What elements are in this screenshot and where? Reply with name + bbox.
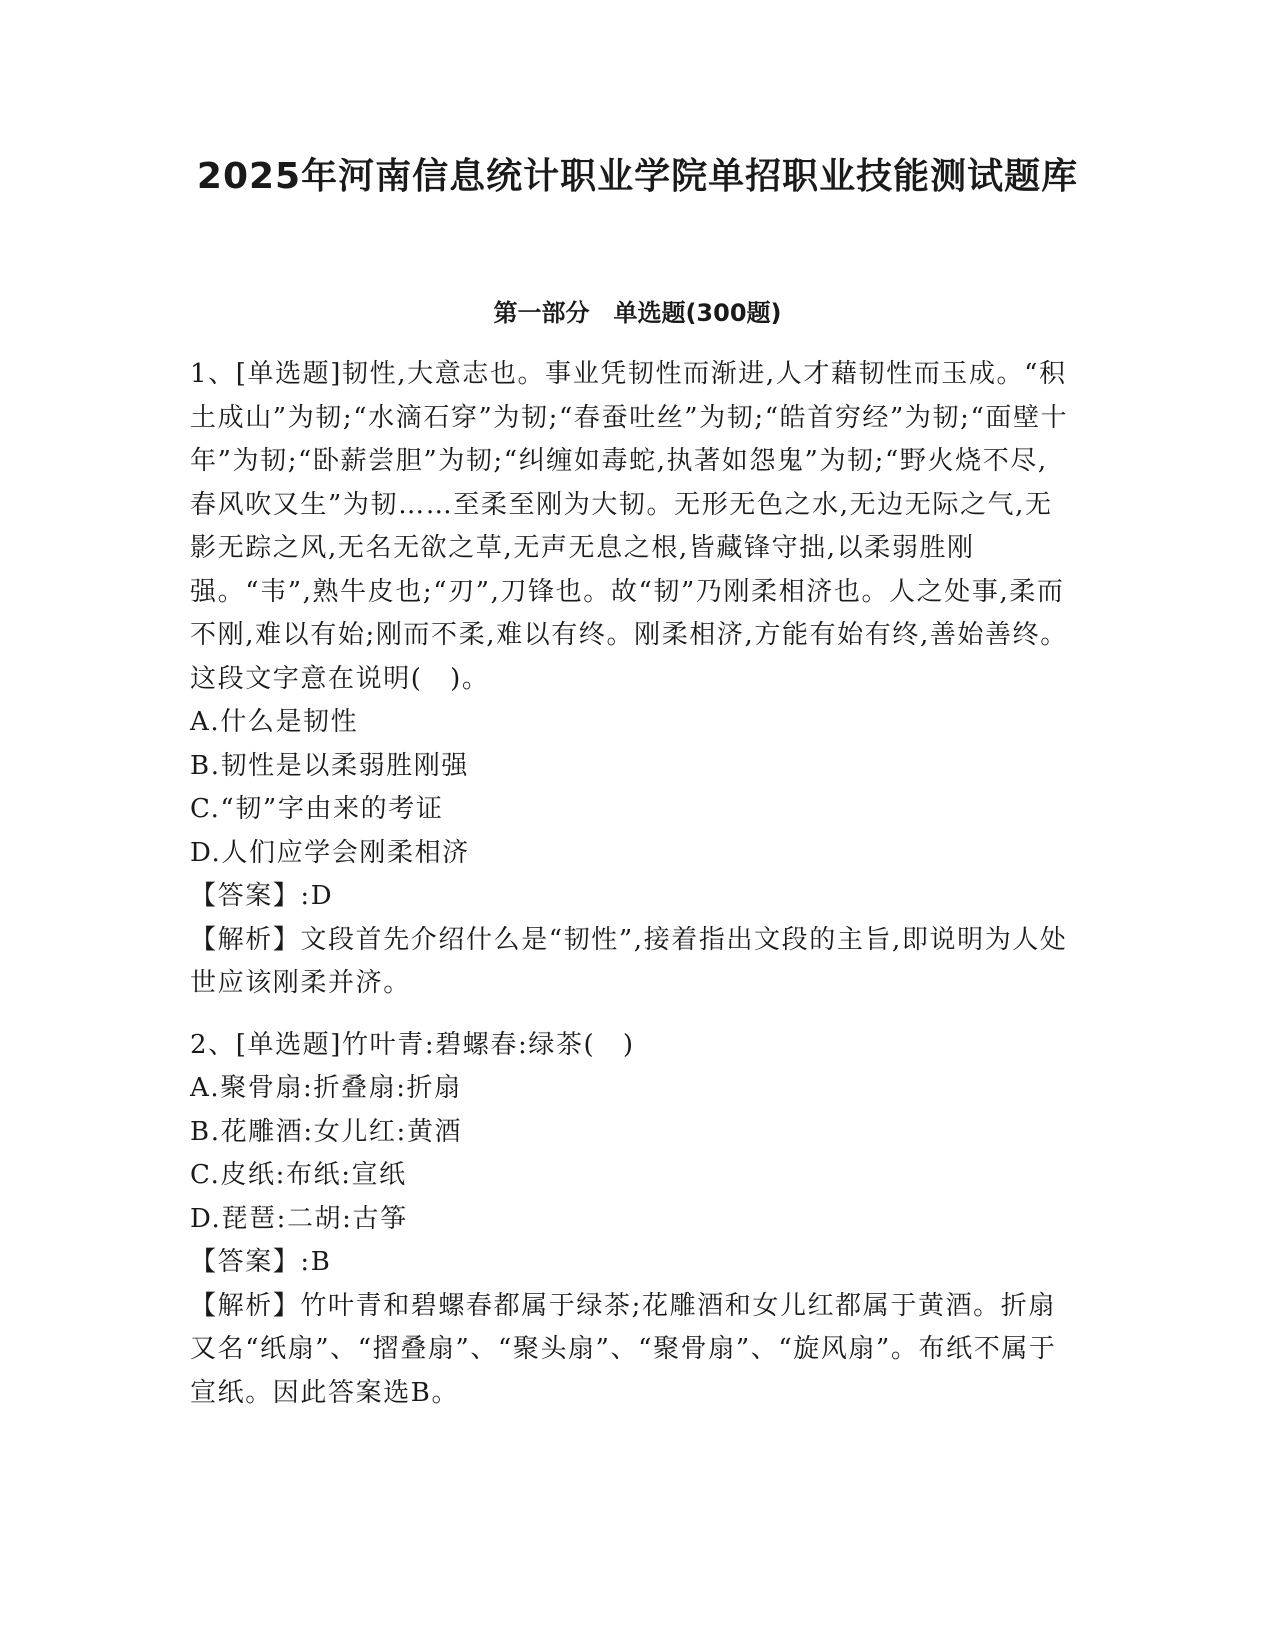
question-item bbox=[190, 1024, 1075, 1416]
answer-line bbox=[190, 875, 1075, 919]
document-title: 2025年河南信息统计职业学院单招职业技能测试题库 bbox=[196, 156, 1079, 197]
option-d: D.人们应学会刚柔相济 bbox=[190, 837, 470, 868]
option-d: D.琵琶:二胡:古筝 bbox=[190, 1203, 408, 1234]
analysis-text: 文段首先介绍什么是“韧性”,接着指出文段的主旨,即说明为人处世应该刚柔并济。 bbox=[190, 924, 1068, 998]
question-stem: 2、[单选题]竹叶青:碧螺春:绿茶( ) bbox=[190, 1029, 635, 1060]
analysis-line bbox=[190, 1285, 1075, 1416]
analysis-text: 竹叶青和碧螺春都属于绿茶;花雕酒和女儿红都属于黄酒。折扇又名“纸扇”、“摺叠扇”、“聚头扇”、“聚骨扇”、“旋风扇”。布纸不属于宣纸。因此答案选B。 bbox=[190, 1290, 1057, 1408]
option-a: A.聚骨扇:折叠扇:折扇 bbox=[190, 1073, 462, 1103]
section-title: 第一部分 单选题(300题) bbox=[493, 299, 782, 327]
option-b: B.韧性是以柔弱胜刚强 bbox=[190, 750, 469, 781]
question-stem: 1、[单选题]韧性,大意志也。事业凭韧性而渐进,人才藉韧性而玉成。“积土成山”为韧;“水滴石穿”为韧;“春蚕吐丝”为韧;“皓首穷经”为韧;“面壁十年”为韧;“卧薪尝胆”为韧;“纠缠如毒蛇,执著如怨鬼”为韧;“野火烧不尽,春风吹又生”为韧……至柔至刚为大韧。无形无色之水,无边无际之气,无影无踪之风,无名无欲之草,无声无息之根,皆藏锋守拙,以柔弱胜刚强。“韦”,熟牛皮也;“刃”,刀锋也。故“韧”乃刚柔相济也。人之处事,柔而不刚,难以有始;刚而不柔,难以有终。刚柔相济,方能有始有终,善始善终。这段文字意在说明( )。 bbox=[190, 359, 1069, 694]
question-item bbox=[190, 353, 1075, 1006]
question-list bbox=[190, 353, 1075, 1433]
option-c: C.“韧”字由来的考证 bbox=[190, 794, 444, 824]
analysis-label: 【解析】 bbox=[190, 924, 301, 955]
answer-line bbox=[190, 1241, 1075, 1285]
analysis-line bbox=[190, 919, 1075, 1006]
option-a: A.什么是韧性 bbox=[190, 707, 359, 737]
answer-value: D bbox=[310, 881, 334, 911]
analysis-label: 【解析】 bbox=[190, 1290, 301, 1321]
option-b: B.花雕酒:女儿红:黄酒 bbox=[190, 1116, 463, 1147]
answer-label: 【答案】: bbox=[190, 881, 311, 911]
answer-label: 【答案】: bbox=[190, 1247, 311, 1277]
option-c: C.皮纸:布纸:宣纸 bbox=[190, 1160, 407, 1190]
answer-value: B bbox=[310, 1247, 332, 1277]
